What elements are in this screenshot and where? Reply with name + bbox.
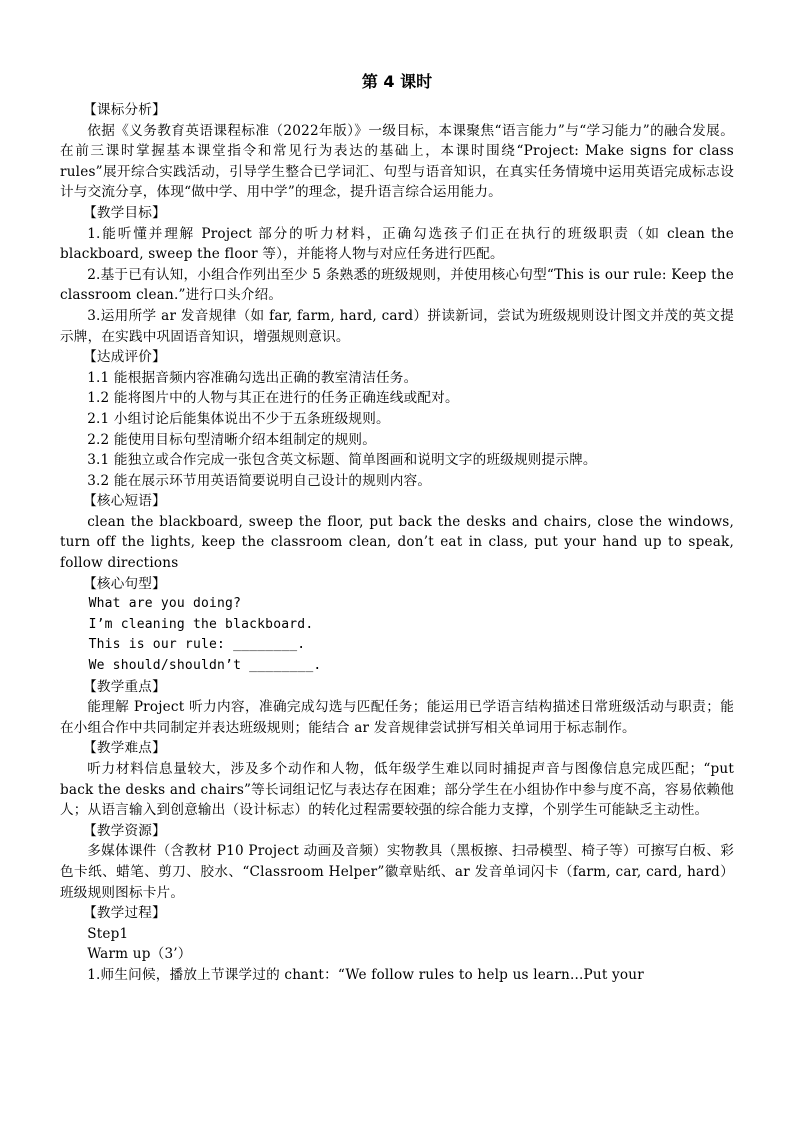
section-heading: 【教学目标】 xyxy=(83,204,166,221)
section-heading: 【教学难点】 xyxy=(83,740,166,757)
paragraph: 3.1 能独立或合作完成一张包含英文标题、简单图画和说明文字的班级规则提示牌。 xyxy=(87,452,597,469)
section-heading: 【教学重点】 xyxy=(83,678,166,695)
paragraph: clean the blackboard, sweep the floor, put back the desks and chairs, close the windows, turn off the lights, keep the classroom clean, don’t eat in class, put your hand up to speak, follow directions xyxy=(60,513,734,572)
paragraph: Step1 xyxy=(87,925,129,942)
paragraph: 听力材料信息量较大，涉及多个动作和人物，低年级学生难以同时捕捉声音与图像信息完成匹配；“put back the desks and chairs”等长词组记忆与表达存在困难；部分学生在小组协作中参与度不高，容易依赖他人；从语言输入到创意输出（设计标志）的转化过程需要较强的综合能力支撑，个别学生可能缺乏主动性。 xyxy=(60,761,734,819)
section-heading: 【核心句型】 xyxy=(83,575,166,592)
document-body xyxy=(60,100,734,986)
section-heading: 【核心短语】 xyxy=(83,493,166,510)
paragraph: 1.能听懂并理解 Project 部分的听力材料，正确勾选孩子们正在执行的班级职责（如 clean the blackboard, sweep the floor 等），并能将人物与对应任务进行匹配。 xyxy=(60,225,734,263)
paragraph: Warm up（3’） xyxy=(87,946,192,963)
paragraph: 能理解 Project 听力内容，准确完成勾选与匹配任务；能运用已学语言结构描述日常班级活动与职责；能在小组合作中共同制定并表达班级规则；能结合 ar 发音规律尝试拼写相关单词用于标志制作。 xyxy=(60,699,734,736)
paragraph: 2.基于已有认知，小组合作列出至少 5 条熟悉的班级规则，并使用核心句型“This is our rule: Keep the classroom clean.”进行口头介绍。 xyxy=(60,266,734,304)
paragraph: 3.2 能在展示环节用英语简要说明自己设计的规则内容。 xyxy=(87,472,432,489)
sentence-pattern-line: I’m cleaning the blackboard. xyxy=(88,616,314,632)
paragraph: 多媒体课件（含教材 P10 Project 动画及音频）实物教具（黑板擦、扫帚模型、椅子等）可擦写白板、彩色卡纸、蜡笔、剪刀、胶水、“Classroom Helper”徽章贴纸、ar 发音单词闪卡（farm, car, card, hard）班级规则图标卡片。 xyxy=(60,843,734,901)
paragraph: 2.1 小组讨论后能集体说出不少于五条班级规则。 xyxy=(87,410,390,427)
sentence-pattern-line: This is our rule: ________. xyxy=(88,637,306,653)
section-heading: 【教学过程】 xyxy=(83,905,166,922)
sentence-pattern-line: We should/shouldn’t ________. xyxy=(88,658,322,674)
section-heading: 【达成评价】 xyxy=(83,349,166,366)
paragraph: 2.2 能使用目标句型清晰介绍本组制定的规则。 xyxy=(87,431,377,448)
paragraph: 1.师生问候，播放上节课学过的 chant：“We follow rules to help us learn...Put your xyxy=(87,966,644,983)
paragraph: 依据《义务教育英语课程标准（2022年版）》一级目标，本课聚焦“语言能力”与“学习能力”的融合发展。在前三课时掌握基本课堂指令和常见行为表达的基础上，本课时围绕“Project: Make signs for class rules”展开综合实践活动，引导学生整合已学词汇、句型与语音知识，在真实任务情境中运用英语完成标志设计与交流分享，体现“做中学、用中学”的理念，提升语言综合运用能力。 xyxy=(60,122,734,201)
paragraph: 3.运用所学 ar 发音规律（如 far, farm, hard, card）拼读新词，尝试为班级规则设计图文并茂的英文提示牌，在实践中巩固语音知识，增强规则意识。 xyxy=(60,307,734,345)
page-title: 第 4 课时 xyxy=(361,72,433,91)
paragraph: 1.1 能根据音频内容准确勾选出正确的教室清洁任务。 xyxy=(87,369,418,386)
sentence-pattern-line: What are you doing? xyxy=(88,596,242,612)
section-heading: 【教学资源】 xyxy=(83,822,166,839)
section-heading: 【课标分析】 xyxy=(83,102,166,118)
paragraph: 1.2 能将图片中的人物与其正在进行的任务正确连线或配对。 xyxy=(87,390,459,407)
